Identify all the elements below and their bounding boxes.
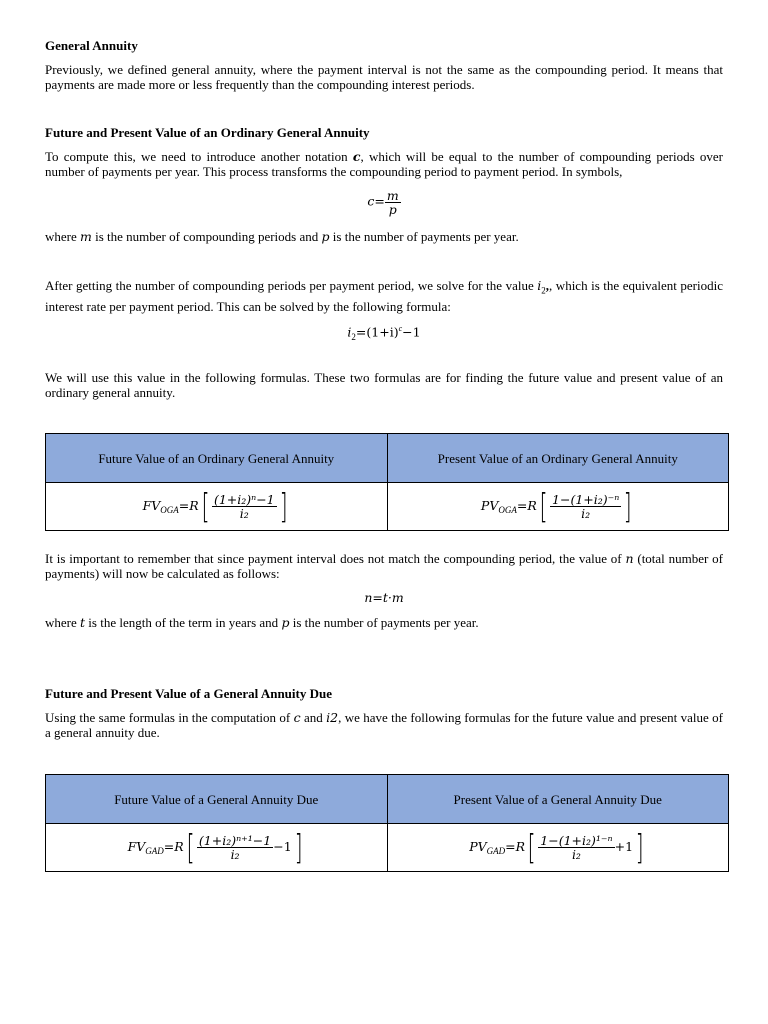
formula-c-denominator: p — [388, 202, 397, 217]
formula-c-lhs: c= — [367, 193, 385, 209]
fv-gad-lhs: FV — [127, 838, 146, 854]
fv-oga-sub: OGA — [160, 504, 179, 515]
where-text-a: where — [45, 229, 81, 244]
pv-gad-eq: =R — [505, 838, 526, 854]
table2-header-pv: Present Value of a General Annuity Due — [387, 775, 729, 824]
fv-oga-eq: =R — [178, 497, 199, 513]
left-bracket: [ — [186, 827, 195, 868]
formula-n-text: n=t·m — [364, 590, 404, 605]
intro-text-a: To compute this, we need to introduce another notation — [45, 149, 353, 164]
use-value-paragraph: We will use this value in the following formulas. These two formulas are for finding the future value and present value of an ordinary general annuity. — [45, 370, 723, 400]
pv-oga-numerator: 1−(1+i₂)⁻ⁿ — [552, 492, 620, 507]
general-annuity-paragraph: Previously, we defined general annuity, where the payment interval is not the same as the compounding period. It means that payments are made more or less frequently than the compounding interest periods. — [45, 62, 723, 92]
table1-header-fv: Future Value of an Ordinary General Annuity — [46, 434, 388, 483]
fv-oga-formula — [46, 483, 388, 531]
equivalent-rate-paragraph: After getting the number of compounding periods per payment period, we solve for the value $i_2$,, which is the equivalent periodic interest rate per payment period. This can be solved by the following formula: — [45, 278, 723, 314]
pv-gad-numerator: 1−(1+i₂)¹⁻ⁿ — [540, 833, 613, 848]
pv-oga-fraction — [550, 493, 621, 520]
var-t: t — [80, 615, 86, 630]
where-t-text-a: where — [45, 615, 81, 630]
fv-gad-tail: −1 — [273, 838, 292, 854]
annuity-due-heading: Future and Present Value of a General Annuity Due — [45, 686, 332, 701]
fv-gad-denominator: i₂ — [230, 847, 240, 862]
remember-paragraph — [45, 551, 723, 581]
fv-oga-lhs: FV — [142, 497, 161, 513]
fv-gad-fraction — [197, 834, 273, 861]
pv-gad-sub: GAD — [486, 845, 506, 856]
fv-gad-eq: =R — [163, 838, 184, 854]
fv-gad-numerator: (1+i₂)ⁿ⁺¹−1 — [198, 833, 272, 848]
pv-oga-sub: OGA — [498, 504, 517, 515]
formula-i2-exponent: c — [398, 324, 403, 333]
formula-n — [45, 590, 723, 605]
formula-c-fraction — [385, 189, 401, 216]
left-bracket: [ — [527, 827, 536, 868]
annuity-due-table — [45, 774, 729, 872]
pv-gad-tail: +1 — [614, 838, 634, 854]
due-text-b: , we have the following formulas for the future value and present value of a general annuity due. — [45, 710, 723, 740]
fv-oga-fraction — [212, 493, 277, 520]
annuity-due-paragraph — [45, 710, 723, 740]
where-t-text-b: is the length of the term in years and — [85, 615, 282, 630]
var-c-2: c — [293, 710, 301, 725]
var-m: m — [80, 229, 92, 244]
fv-gad-formula — [46, 824, 388, 872]
formula-i2-rhs: =(1+i) — [355, 324, 399, 340]
left-bracket: [ — [539, 486, 548, 527]
pv-gad-formula — [387, 824, 729, 872]
pv-oga-formula — [387, 483, 729, 531]
where-text-c: is the number of payments per year. — [329, 229, 519, 244]
notation-c-paragraph — [45, 149, 723, 179]
right-bracket: ] — [623, 486, 632, 527]
fv-gad-sub: GAD — [145, 845, 164, 856]
where-m-paragraph — [45, 229, 723, 244]
right-bracket: ] — [635, 827, 644, 868]
formula-i2-lhs-sub: 2 — [351, 331, 356, 342]
where-text-b: is the number of compounding periods and — [91, 229, 322, 244]
right-bracket: ] — [279, 486, 288, 527]
after-text-b: , which is the equivalent periodic interest rate per payment period. This can be solved by the following formula: — [45, 278, 723, 314]
pv-gad-denominator: i₂ — [571, 847, 581, 862]
table2-header-fv: Future Value of a General Annuity Due — [46, 775, 388, 824]
pv-oga-denominator: i₂ — [581, 506, 591, 521]
where-t-text-c: is the number of payments per year. — [289, 615, 479, 630]
formula-c-numerator: m — [386, 188, 399, 203]
ordinary-annuity-table — [45, 433, 729, 531]
remember-text-a: It is important to remember that since payment interval does not match the compounding period, the value of — [45, 551, 626, 566]
due-text-mid: and — [300, 710, 327, 725]
var-i2: i — [537, 278, 542, 293]
due-text-a: Using the same formulas in the computation of — [45, 710, 294, 725]
remember-text-b: (total number of payments) will now be calculated as follows: — [45, 551, 723, 581]
pv-oga-eq: =R — [516, 497, 537, 513]
where-t-paragraph — [45, 615, 723, 630]
fv-oga-denominator: i₂ — [239, 506, 249, 521]
intro-text-b: , which will be equal to the number of compounding periods over number of payments per year. This process transforms the compounding period to payment period. In symbols, — [45, 149, 723, 179]
var-i2-2: i2 — [326, 710, 339, 725]
general-annuity-heading: General Annuity — [45, 38, 138, 53]
formula-i2-lhs: i — [347, 324, 352, 340]
table1-header-pv: Present Value of an Ordinary General Annuity — [387, 434, 729, 483]
formula-i2-tail: −1 — [402, 324, 421, 340]
var-i2-sub: 2 — [541, 285, 546, 296]
right-bracket: ] — [294, 827, 303, 868]
formula-i2 — [45, 321, 723, 345]
pv-oga-lhs: PV — [480, 497, 499, 513]
left-bracket: [ — [201, 486, 210, 527]
var-n: n — [625, 551, 634, 566]
var-p: p — [321, 229, 330, 244]
var-p-2: p — [281, 615, 290, 630]
var-c: c — [352, 149, 361, 164]
pv-gad-fraction — [538, 834, 614, 861]
after-text-a: After getting the number of compounding periods per payment period, we solve for the value — [45, 278, 538, 293]
formula-c — [45, 189, 723, 216]
fv-oga-numerator: (1+i₂)ⁿ−1 — [213, 492, 275, 507]
pv-gad-lhs: PV — [469, 838, 487, 854]
ordinary-annuity-heading: Future and Present Value of an Ordinary General Annuity — [45, 125, 370, 140]
